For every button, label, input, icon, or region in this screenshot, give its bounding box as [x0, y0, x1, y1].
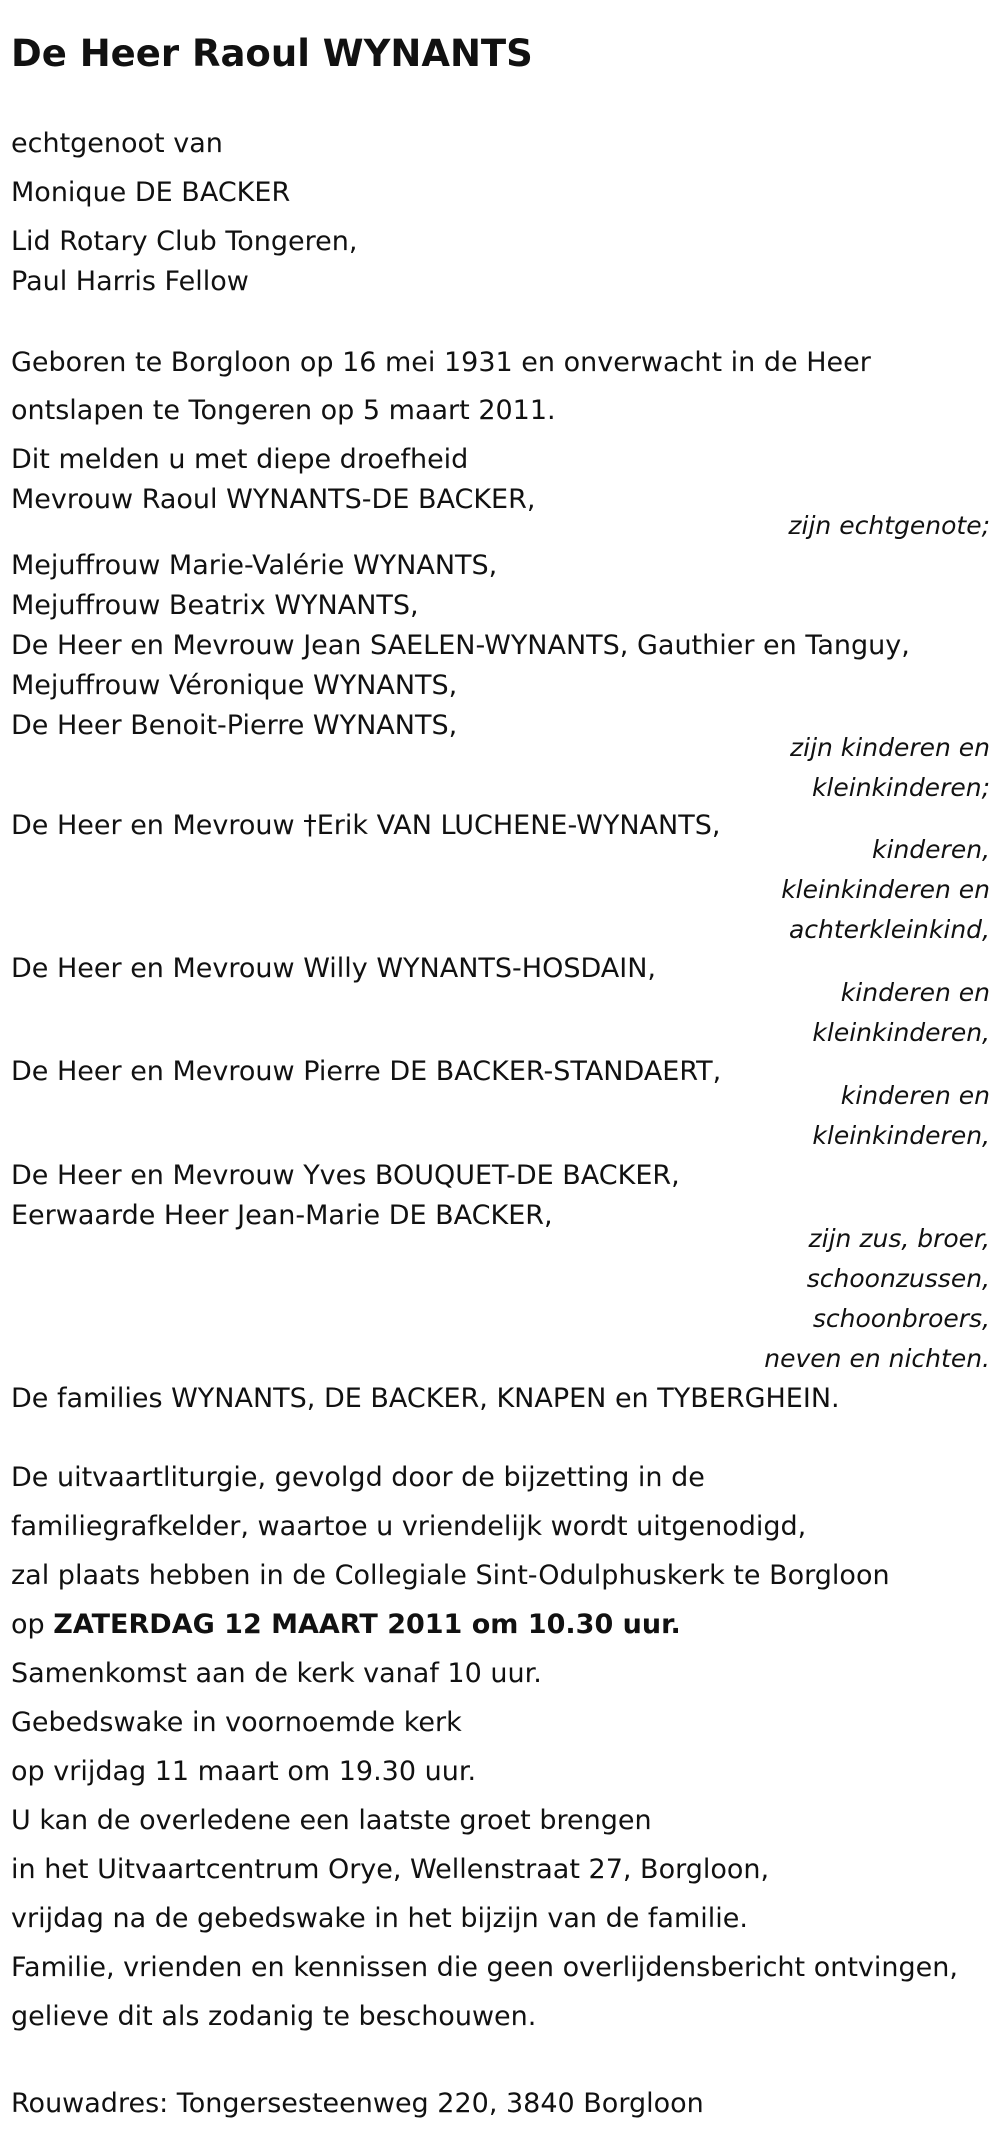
- funeral-line: gelieve dit als zodanig te beschouwen.: [11, 2001, 537, 2032]
- family-entry: De Heer en Mevrouw Pierre DE BACKER-STANDAERT,: [11, 1056, 722, 1087]
- funeral-line: zal plaats hebben in de Collegiale Sint-Odulphuskerk te Borgloon: [11, 1560, 890, 1591]
- funeral-date-line: [11, 1607, 681, 1643]
- spouse-intro: echtgenoot van: [11, 128, 223, 159]
- funeral-line: op vrijdag 11 maart om 19.30 uur.: [11, 1756, 477, 1787]
- children-relation: zijn kinderen en kleinkinderen;: [790, 733, 990, 802]
- widow-relation: zijn echtgenote;: [788, 511, 990, 540]
- family-relation: kinderen, kleinkinderen en achterkleinkind,: [781, 835, 990, 944]
- widow-name: Mevrouw Raoul WYNANTS-DE BACKER,: [11, 484, 536, 515]
- birth-line: Geboren te Borgloon op 16 mei 1931 en onverwacht in de Heer: [11, 347, 871, 378]
- list-item: Mejuffrouw Marie-Valérie WYNANTS,: [11, 550, 498, 581]
- club-membership: [11, 222, 357, 302]
- op-word: op: [11, 1609, 45, 1640]
- sorrow-line: Dit melden u met diepe droefheid: [11, 444, 469, 475]
- funeral-date: ZATERDAG 12 MAART 2011 om 10.30 uur.: [53, 1609, 681, 1640]
- spouse-name: Monique DE BACKER: [11, 177, 291, 208]
- funeral-line: De uitvaartliturgie, gevolgd door de bijzetting in de: [11, 1462, 705, 1493]
- family-entry: De Heer en Mevrouw †Erik VAN LUCHENE-WYNANTS,: [11, 810, 721, 841]
- page-title: De Heer Raoul WYNANTS: [11, 32, 533, 75]
- family-relation: kinderen en kleinkinderen,: [812, 1081, 990, 1150]
- mourning-address: Rouwadres: Tongersesteenweg 220, 3840 Borgloon: [11, 2088, 704, 2119]
- siblings-relation: zijn zus, broer, schoonzussen, schoonbroers, neven en nichten.: [764, 1224, 990, 1373]
- list-item: Eerwaarde Heer Jean-Marie DE BACKER,: [11, 1200, 553, 1231]
- list-item: De Heer en Mevrouw Jean SAELEN-WYNANTS, Gauthier en Tanguy,: [11, 630, 910, 661]
- children-list: [11, 546, 910, 746]
- funeral-line: Familie, vrienden en kennissen die geen overlijdensbericht ontvingen,: [11, 1952, 958, 1983]
- funeral-line: Gebedswake in voornoemde kerk: [11, 1707, 462, 1738]
- list-item: Mejuffrouw Beatrix WYNANTS,: [11, 590, 419, 621]
- funeral-line: U kan de overledene een laatste groet brengen: [11, 1805, 652, 1836]
- announcement: [11, 440, 535, 520]
- family-relation: kinderen en kleinkinderen,: [812, 978, 990, 1047]
- club-line: Lid Rotary Club Tongeren,: [11, 226, 358, 257]
- list-item: De Heer en Mevrouw Yves BOUQUET-DE BACKER,: [11, 1160, 680, 1191]
- siblings-list: [11, 1156, 680, 1236]
- funeral-line: in het Uitvaartcentrum Orye, Wellenstraat 27, Borgloon,: [11, 1854, 770, 1885]
- club-line: Paul Harris Fellow: [11, 266, 249, 297]
- funeral-line: Samenkomst aan de kerk vanaf 10 uur.: [11, 1658, 542, 1689]
- family-entry: De Heer en Mevrouw Willy WYNANTS-HOSDAIN,: [11, 953, 657, 984]
- birth-line: ontslapen te Tongeren op 5 maart 2011.: [11, 395, 556, 426]
- families-line: De families WYNANTS, DE BACKER, KNAPEN en TYBERGHEIN.: [11, 1383, 840, 1414]
- funeral-line: familiegrafkelder, waartoe u vriendelijk wordt uitgenodigd,: [11, 1511, 807, 1542]
- list-item: Mejuffrouw Véronique WYNANTS,: [11, 670, 458, 701]
- funeral-line: vrijdag na de gebedswake in het bijzijn van de familie.: [11, 1903, 748, 1934]
- list-item: De Heer Benoit-Pierre WYNANTS,: [11, 710, 458, 741]
